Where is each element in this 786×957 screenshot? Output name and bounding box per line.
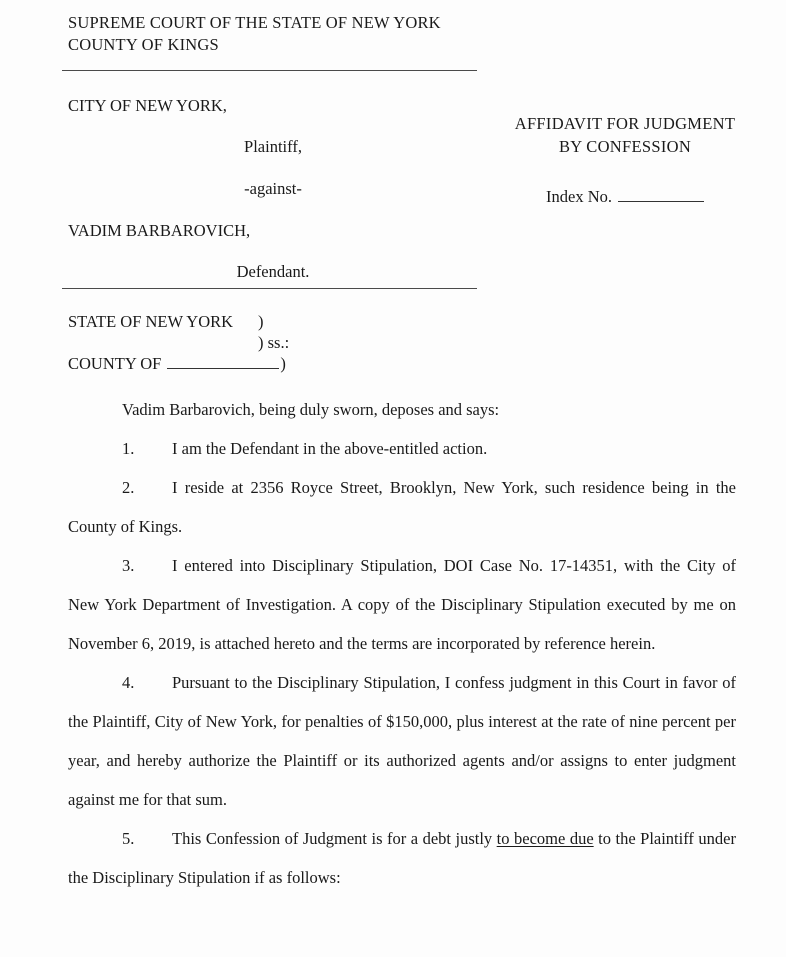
caption-rule-top (62, 70, 477, 71)
index-number-row (490, 185, 760, 208)
venue-paren-top: ) (258, 312, 264, 331)
against-separator: -against- (244, 179, 302, 198)
document-title-line-1: AFFIDAVIT FOR JUDGMENT (514, 114, 736, 133)
paragraph-text-2: I reside at 2356 Royce Street, Brooklyn, New York, such residence being in the County of Kings. (68, 478, 736, 536)
affidavit-body (68, 390, 736, 897)
venue-block (68, 311, 289, 374)
paragraph-text-5-after: to the Plaintiff under the Disciplinary Stipulation if as follows: (68, 829, 736, 887)
plaintiff-role: Plaintiff, (244, 137, 302, 156)
defendant-role: Defendant. (236, 262, 310, 281)
venue-state-label: STATE OF NEW YORK (68, 312, 234, 331)
plaintiff-name: CITY OF NEW YORK, (68, 96, 227, 115)
paragraph-number-1: 1. (122, 439, 135, 458)
court-header (68, 12, 441, 56)
venue-county-blank[interactable] (167, 368, 279, 369)
defendant-name: VADIM BARBAROVICH, (68, 221, 251, 240)
paragraph-text-5-before: This Confession of Judgment is for a debt justly (172, 829, 497, 848)
venue-ss-row (258, 332, 289, 353)
paragraph-text-3: I entered into Disciplinary Stipulation, DOI Case No. 17-14351, with the City of New York Department of Investigation. A copy of the Disciplinary Stipulation executed by me on November 6, 2019, is attached hereto and the terms are incorporated by reference herein. (68, 556, 736, 653)
body-paragraph-1 (68, 429, 736, 468)
paragraph-number-3: 3. (122, 556, 135, 575)
body-paragraph-3 (68, 546, 736, 663)
paragraph-text-1: I am the Defendant in the above-entitled action. (172, 439, 488, 458)
venue-county-label: COUNTY OF (68, 354, 162, 373)
venue-state-row (68, 311, 289, 332)
index-number-blank[interactable] (618, 201, 704, 202)
paragraph-text-5-underlined: to become due (496, 829, 594, 848)
caption-document-title-block (490, 112, 760, 208)
document-title-line-2: BY CONFESSION (558, 137, 692, 156)
venue-paren-bottom: ) (280, 354, 286, 373)
caption-parties (68, 95, 478, 283)
paragraph-text-4: Pursuant to the Disciplinary Stipulation, I confess judgment in this Court in favor of the Plaintiff, City of New York, for penalties of $150,000, plus interest at the rate of nine percent per year, and hereby authorize the Plaintiff or its authorized agents and/or assigns to enter judgment against me for that sum. (68, 673, 736, 809)
venue-ss-label: ) ss.: (258, 333, 290, 352)
paragraph-number-4: 4. (122, 673, 135, 692)
index-number-label: Index No. (546, 187, 612, 206)
body-paragraph-2 (68, 468, 736, 546)
affidavit-intro: Vadim Barbarovich, being duly sworn, deposes and says: (122, 400, 500, 419)
paragraph-number-5: 5. (122, 829, 135, 848)
paragraph-number-2: 2. (122, 478, 135, 497)
caption-rule-bottom (62, 288, 477, 289)
body-paragraph-5 (68, 819, 736, 897)
body-paragraph-4 (68, 663, 736, 819)
court-header-line-1: SUPREME COURT OF THE STATE OF NEW YORK (68, 13, 441, 32)
court-header-line-2: COUNTY OF KINGS (68, 35, 219, 54)
venue-county-row (68, 353, 289, 374)
